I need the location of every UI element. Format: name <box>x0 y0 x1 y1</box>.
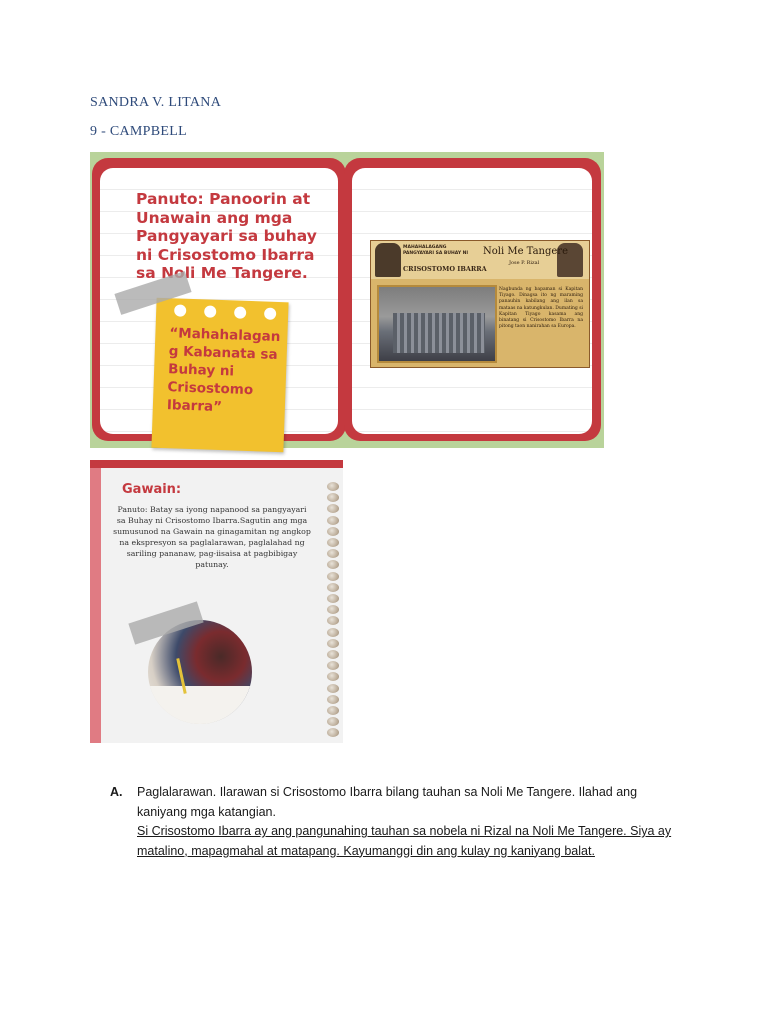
binding-ring <box>327 516 339 525</box>
binding-ring <box>327 572 339 581</box>
book-image <box>90 152 604 448</box>
binding-ring <box>327 583 339 592</box>
note-hole <box>234 306 246 318</box>
binding-ring <box>327 560 339 569</box>
binding-ring <box>327 706 339 715</box>
student-name: SANDRA V. LITANA <box>90 95 222 110</box>
book-cover-left <box>92 158 346 441</box>
noli-me-tangere-card <box>370 240 590 368</box>
binding-ring <box>327 639 339 648</box>
binding-ring <box>327 695 339 704</box>
binding-ring <box>327 538 339 547</box>
binding-ring <box>327 482 339 491</box>
gawain-side-stripe <box>90 460 101 743</box>
binding-ring <box>327 493 339 502</box>
noli-card-small-label: MAHAHALAGANG PANGYAYARI SA BUHAY NI <box>403 245 469 256</box>
gawain-instructions: Panuto: Batay sa iyong napanood sa pangyayari sa Buhay ni Crisostomo Ibarra.Sagutin ang mga sumusunod na Gawain na ginagamitan ng angkop na ekspresyon sa paglalarawan, paglalahad ng sariling pananaw, pag-iisaisa at pagbibigay patunay. <box>113 505 311 569</box>
binding-ring <box>327 527 339 536</box>
question-body <box>137 783 677 861</box>
book-page-left <box>100 168 338 434</box>
binding-ring <box>327 672 339 681</box>
binding-ring <box>327 594 339 603</box>
book-cover-right <box>344 158 601 441</box>
noli-card-title: Noli Me Tangere <box>483 246 568 257</box>
sticky-note <box>151 298 288 453</box>
binding-ring <box>327 728 339 737</box>
gawain-image <box>90 460 343 743</box>
note-hole <box>174 304 186 316</box>
binding-ring <box>327 549 339 558</box>
question-letter: A. <box>110 785 123 799</box>
building-photo <box>377 285 497 363</box>
portrait-ibarra <box>375 243 401 277</box>
binding-ring <box>327 605 339 614</box>
binding-ring <box>327 684 339 693</box>
student-class: 9 - CAMPBELL <box>90 124 187 139</box>
binding-ring <box>327 650 339 659</box>
binding-ring <box>327 661 339 670</box>
binding-ring <box>327 628 339 637</box>
student-writing-photo <box>148 620 252 724</box>
noli-card-author: Jose P. Rizal <box>509 260 540 266</box>
book-page-right <box>352 168 592 434</box>
gawain-title: Gawain: <box>122 482 182 497</box>
binding-ring <box>327 616 339 625</box>
note-hole <box>264 308 276 320</box>
question-prompt: Paglalarawan. Ilarawan si Crisostomo Ibarra bilang tauhan sa Noli Me Tangere. Ilahad ang kaniyang mga katangian. <box>137 785 638 819</box>
photo-paper <box>148 686 252 724</box>
binding-ring <box>327 504 339 513</box>
noli-card-paragraph: Nagbunda ng bapaman si Kapitan Tiyago. Dinagsa ito ng maraming panauhin kabilang ang ilan sa mataas na katungkulan. Dumating si Kapitan Tiyago kasama ang binatang si Crisostomo Ibarra na pitong taon nanirahan sa Europa. <box>499 287 583 330</box>
gawain-top-bar <box>90 460 343 468</box>
building-illustration <box>393 313 485 353</box>
question-answer: Si Crisostomo Ibarra ay ang pangunahing tauhan sa nobela ni Rizal na Noli Me Tangere. Siya ay matalino, mapagmahal at matapang. Kayumanggi din ang kulay ng kaniyang balat. <box>137 824 672 858</box>
panuto-heading: Panuto: Panoorin at Unawain ang mga Pangyayari sa buhay ni Crisostomo Ibarra sa Noli Me Tangere. <box>136 190 317 282</box>
noli-card-character-name: CRISOSTOMO IBARRA <box>403 265 487 273</box>
sticky-note-text: “Mahahalagan g Kabanata sa Buhay ni Crisostomo Ibarra” <box>166 325 281 416</box>
binding-ring <box>327 717 339 726</box>
note-hole <box>204 305 216 317</box>
